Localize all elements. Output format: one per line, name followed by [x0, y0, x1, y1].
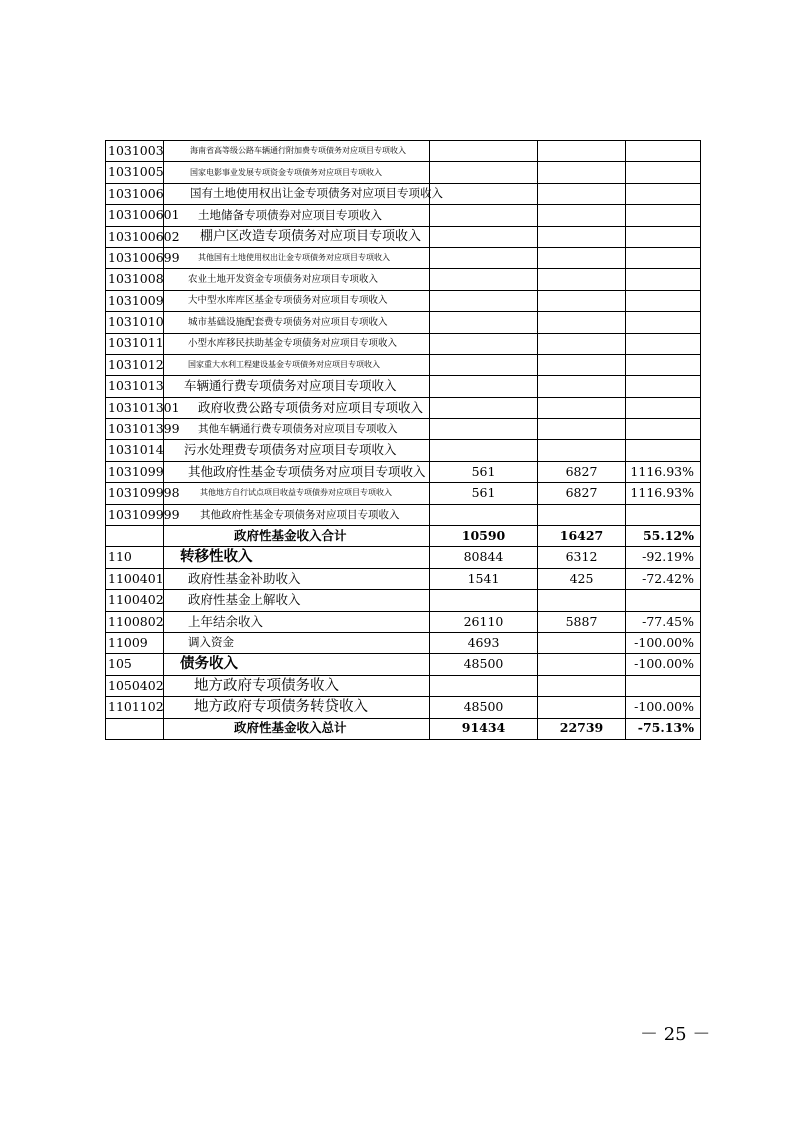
row-percent [626, 333, 701, 354]
table-row [106, 269, 701, 290]
row-value-2 [538, 312, 626, 333]
row-value-1: 1541 [430, 568, 538, 589]
row-code: 103100602 [106, 226, 164, 247]
table-row [106, 354, 701, 375]
row-name: 其他政府性基金专项债务对应项目专项收入 [164, 504, 430, 525]
row-percent [626, 354, 701, 375]
row-value-1 [430, 226, 538, 247]
row-value-2 [538, 632, 626, 653]
row-percent [626, 590, 701, 611]
row-code: 1100402 [106, 590, 164, 611]
row-value-1: 48500 [430, 654, 538, 675]
row-percent [626, 290, 701, 311]
table-row [106, 568, 701, 589]
row-name: 政府收费公路专项债务对应项目专项收入 [164, 397, 430, 418]
table-row [106, 376, 701, 397]
table-row [106, 483, 701, 504]
row-value-2 [538, 697, 626, 718]
row-code: 103100699 [106, 247, 164, 268]
row-value-1 [430, 590, 538, 611]
row-percent [626, 504, 701, 525]
row-value-1 [430, 419, 538, 440]
row-code [106, 526, 164, 547]
row-value-2: 16427 [538, 526, 626, 547]
row-percent [626, 226, 701, 247]
subtotal-row [106, 526, 701, 547]
table-row [106, 632, 701, 653]
row-value-1 [430, 205, 538, 226]
row-value-1 [430, 333, 538, 354]
row-value-2: 5887 [538, 611, 626, 632]
row-code: 1050402 [106, 675, 164, 696]
row-code: 11009 [106, 632, 164, 653]
row-percent [626, 397, 701, 418]
row-value-1 [430, 312, 538, 333]
row-name: 海南省高等级公路车辆通行附加费专项债务对应项目专项收入 [164, 141, 430, 162]
row-percent [626, 419, 701, 440]
row-code: 1031006 [106, 183, 164, 204]
row-value-2 [538, 397, 626, 418]
row-value-2: 6827 [538, 483, 626, 504]
row-value-2 [538, 162, 626, 183]
row-code: 103101301 [106, 397, 164, 418]
row-percent [626, 162, 701, 183]
table-row [106, 419, 701, 440]
row-name: 大中型水库库区基金专项债务对应项目专项收入 [164, 290, 430, 311]
row-code: 1031013 [106, 376, 164, 397]
row-value-1 [430, 162, 538, 183]
row-value-1 [430, 376, 538, 397]
row-code: 1031099 [106, 461, 164, 482]
total-row [106, 718, 701, 739]
row-percent: -100.00% [626, 654, 701, 675]
row-name: 地方政府专项债务转贷收入 [164, 697, 430, 718]
row-code: 1031009 [106, 290, 164, 311]
row-name: 上年结余收入 [164, 611, 430, 632]
row-value-2 [538, 354, 626, 375]
table-row [106, 247, 701, 268]
row-name: 车辆通行费专项债务对应项目专项收入 [164, 376, 430, 397]
table-row [106, 440, 701, 461]
row-name: 城市基础设施配套费专项债务对应项目专项收入 [164, 312, 430, 333]
row-percent [626, 312, 701, 333]
row-name: 土地储备专项债券对应项目专项收入 [164, 205, 430, 226]
row-name: 政府性基金补助收入 [164, 568, 430, 589]
row-name: 棚户区改造专项债务对应项目专项收入 [164, 226, 430, 247]
row-value-1 [430, 354, 538, 375]
row-code: 1031012 [106, 354, 164, 375]
row-value-1 [430, 247, 538, 268]
row-value-2 [538, 183, 626, 204]
row-value-2 [538, 376, 626, 397]
row-value-2 [538, 419, 626, 440]
row-name: 债务收入 [164, 654, 430, 675]
row-percent: 1116.93% [626, 483, 701, 504]
row-name: 转移性收入 [164, 547, 430, 568]
table-row [106, 675, 701, 696]
row-percent: 55.12% [626, 526, 701, 547]
row-percent [626, 247, 701, 268]
table-row [106, 397, 701, 418]
row-code: 105 [106, 654, 164, 675]
row-value-1: 26110 [430, 611, 538, 632]
table-row [106, 611, 701, 632]
row-value-1 [430, 440, 538, 461]
row-code: 1100802 [106, 611, 164, 632]
table-row [106, 226, 701, 247]
row-value-1: 561 [430, 461, 538, 482]
row-value-2 [538, 333, 626, 354]
row-percent: -75.13% [626, 718, 701, 739]
row-percent [626, 376, 701, 397]
row-value-1: 48500 [430, 697, 538, 718]
row-code: 1031003 [106, 141, 164, 162]
row-name: 其他车辆通行费专项债务对应项目专项收入 [164, 419, 430, 440]
row-value-1 [430, 397, 538, 418]
row-name: 其他政府性基金专项债务对应项目专项收入 [164, 461, 430, 482]
table-row [106, 590, 701, 611]
row-name: 农业土地开发资金专项债务对应项目专项收入 [164, 269, 430, 290]
row-value-1: 80844 [430, 547, 538, 568]
table-row [106, 205, 701, 226]
table-row [106, 333, 701, 354]
fund-revenue-table [105, 140, 701, 740]
row-code: 103109998 [106, 483, 164, 504]
row-name: 国家电影事业发展专项资金专项债务对应项目专项收入 [164, 162, 430, 183]
row-name: 政府性基金上解收入 [164, 590, 430, 611]
row-percent: -100.00% [626, 697, 701, 718]
row-percent [626, 440, 701, 461]
row-code: 1101102 [106, 697, 164, 718]
row-value-2 [538, 590, 626, 611]
row-value-2 [538, 141, 626, 162]
row-name: 地方政府专项债务收入 [164, 675, 430, 696]
row-name: 政府性基金收入合计 [164, 526, 430, 547]
row-value-1: 91434 [430, 718, 538, 739]
row-code: 1031008 [106, 269, 164, 290]
row-name: 其他国有土地使用权出让金专项债务对应项目专项收入 [164, 247, 430, 268]
row-value-2: 6312 [538, 547, 626, 568]
row-value-1 [430, 675, 538, 696]
row-value-1: 4693 [430, 632, 538, 653]
row-name: 其他地方自行试点项目收益专项债券对应项目专项收入 [164, 483, 430, 504]
table-row [106, 141, 701, 162]
row-code: 103100601 [106, 205, 164, 226]
row-value-2 [538, 290, 626, 311]
table-row [106, 504, 701, 525]
table-row [106, 162, 701, 183]
row-percent [626, 205, 701, 226]
row-code: 1100401 [106, 568, 164, 589]
row-value-1: 561 [430, 483, 538, 504]
row-value-2 [538, 675, 626, 696]
row-value-2 [538, 269, 626, 290]
row-code: 103101399 [106, 419, 164, 440]
row-value-1 [430, 504, 538, 525]
row-value-2 [538, 247, 626, 268]
row-name: 政府性基金收入总计 [164, 718, 430, 739]
row-percent [626, 675, 701, 696]
table-row [106, 183, 701, 204]
row-value-1 [430, 290, 538, 311]
row-value-2 [538, 205, 626, 226]
row-name: 国家重大水利工程建设基金专项债务对应项目专项收入 [164, 354, 430, 375]
row-value-2: 22739 [538, 718, 626, 739]
row-code: 103109999 [106, 504, 164, 525]
row-percent: -100.00% [626, 632, 701, 653]
table-row [106, 547, 701, 568]
row-percent [626, 141, 701, 162]
row-value-2: 425 [538, 568, 626, 589]
row-code: 1031014 [106, 440, 164, 461]
row-value-1 [430, 183, 538, 204]
row-percent: 1116.93% [626, 461, 701, 482]
row-percent: -77.45% [626, 611, 701, 632]
table-row [106, 312, 701, 333]
row-percent [626, 269, 701, 290]
row-code: 1031011 [106, 333, 164, 354]
row-value-1 [430, 269, 538, 290]
row-percent: -72.42% [626, 568, 701, 589]
row-percent [626, 183, 701, 204]
row-value-2 [538, 226, 626, 247]
row-name: 国有土地使用权出让金专项债务对应项目专项收入 [164, 183, 430, 204]
table-row [106, 654, 701, 675]
table-row [106, 290, 701, 311]
row-code: 1031010 [106, 312, 164, 333]
row-value-2 [538, 440, 626, 461]
row-name: 调入资金 [164, 632, 430, 653]
table-row [106, 697, 701, 718]
row-code: 110 [106, 547, 164, 568]
table-row [106, 461, 701, 482]
row-value-2 [538, 504, 626, 525]
row-code: 1031005 [106, 162, 164, 183]
page-number: － 25 － [640, 1024, 711, 1045]
row-name: 污水处理费专项债务对应项目专项收入 [164, 440, 430, 461]
row-name: 小型水库移民扶助基金专项债务对应项目专项收入 [164, 333, 430, 354]
row-percent: -92.19% [626, 547, 701, 568]
row-value-1 [430, 141, 538, 162]
row-value-1: 10590 [430, 526, 538, 547]
row-value-2: 6827 [538, 461, 626, 482]
row-code [106, 718, 164, 739]
row-value-2 [538, 654, 626, 675]
